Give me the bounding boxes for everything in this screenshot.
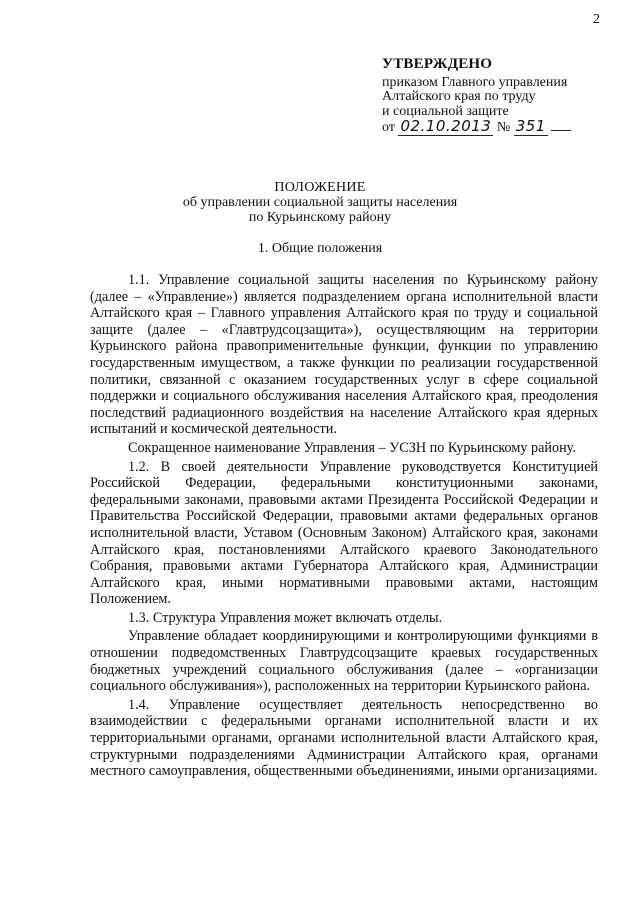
date-prefix: от <box>382 120 395 135</box>
paragraph: Управление обладает координирующими и контролирующими функциями в отношении подведомственных Главтрудсоцзащите краевых государственных бюджетных учреждений социального обслуживания (далее – «организации социального обслуживания»), расположенных на территории Курьинского района. <box>90 628 598 695</box>
title-main: ПОЛОЖЕНИЕ <box>274 180 366 195</box>
paragraph: 1.2. В своей деятельности Управление руководствуется Конституцией Российской Федерации, федеральными конституционными законами, федеральными законами, правовыми актами Президента Российской Федерации и Правительства Российской Федерации, правовыми актами федеральных органов исполнительной власти, Уставом (Основным Законом) Алтайского края, законами Алтайского края, постановлениями Алтайского краевого Законодательного Собрания, правовыми актами Губернатора Алтайского края, Администрации Алтайского края, иными нормативными правовыми актами, настоящим Положением. <box>90 458 598 608</box>
approval-date-line <box>382 119 571 136</box>
number-prefix: № <box>496 120 511 135</box>
body-text <box>90 272 598 780</box>
approval-line: приказом Главного управления <box>382 74 568 90</box>
section-heading: 1. Общие положения <box>257 241 383 256</box>
paragraph: Сокращенное наименование Управления – УСЗН по Курьинскому району. <box>128 439 576 456</box>
approval-line: и социальной защите <box>382 103 509 119</box>
paragraph: 1.1. Управление социальной защиты населения по Курьинскому району (далее – «Управление») является подразделением органа исполнительной власти Алтайского края – Главного управления Алтайского края по труду и социальной защите (далее – «Главтрудсоцзащита»), осуществляющим на территории Курьинского района правоприменительные функции, функции по управлению государственным имуществом, а также функции по реализации государственной политики, связанной с оказанием государственных услуг в сфере социальной поддержки и социального обслуживания населения Алтайского края, преодоления последствий радиационного воздействия на население Алтайского края ядерных испытаний и космической деятельности. <box>90 272 598 438</box>
paragraph: 1.4. Управление осуществляет деятельность непосредственно во взаимодействии с федеральными органами исполнительной власти и их территориальными органами, органами исполнительной власти Алтайского края, структурными подразделениями Администрации Алтайского края, органами местного самоуправления, общественными объединениями, иными организациями. <box>90 696 598 780</box>
paragraph: 1.3. Структура Управления может включать отделы. <box>128 609 443 626</box>
document-title <box>0 180 640 225</box>
page-number: 2 <box>593 12 600 27</box>
approval-heading: УТВЕРЖДЕНО <box>382 56 493 72</box>
title-line: по Курьинскому району <box>248 210 392 225</box>
approval-date: 02.10.2013 <box>400 117 492 135</box>
approval-line: Алтайского края по труду <box>382 89 536 104</box>
approval-stamp <box>382 57 571 136</box>
approval-number: 351 <box>515 117 546 135</box>
title-line: об управлении социальной защиты населения <box>182 195 458 210</box>
